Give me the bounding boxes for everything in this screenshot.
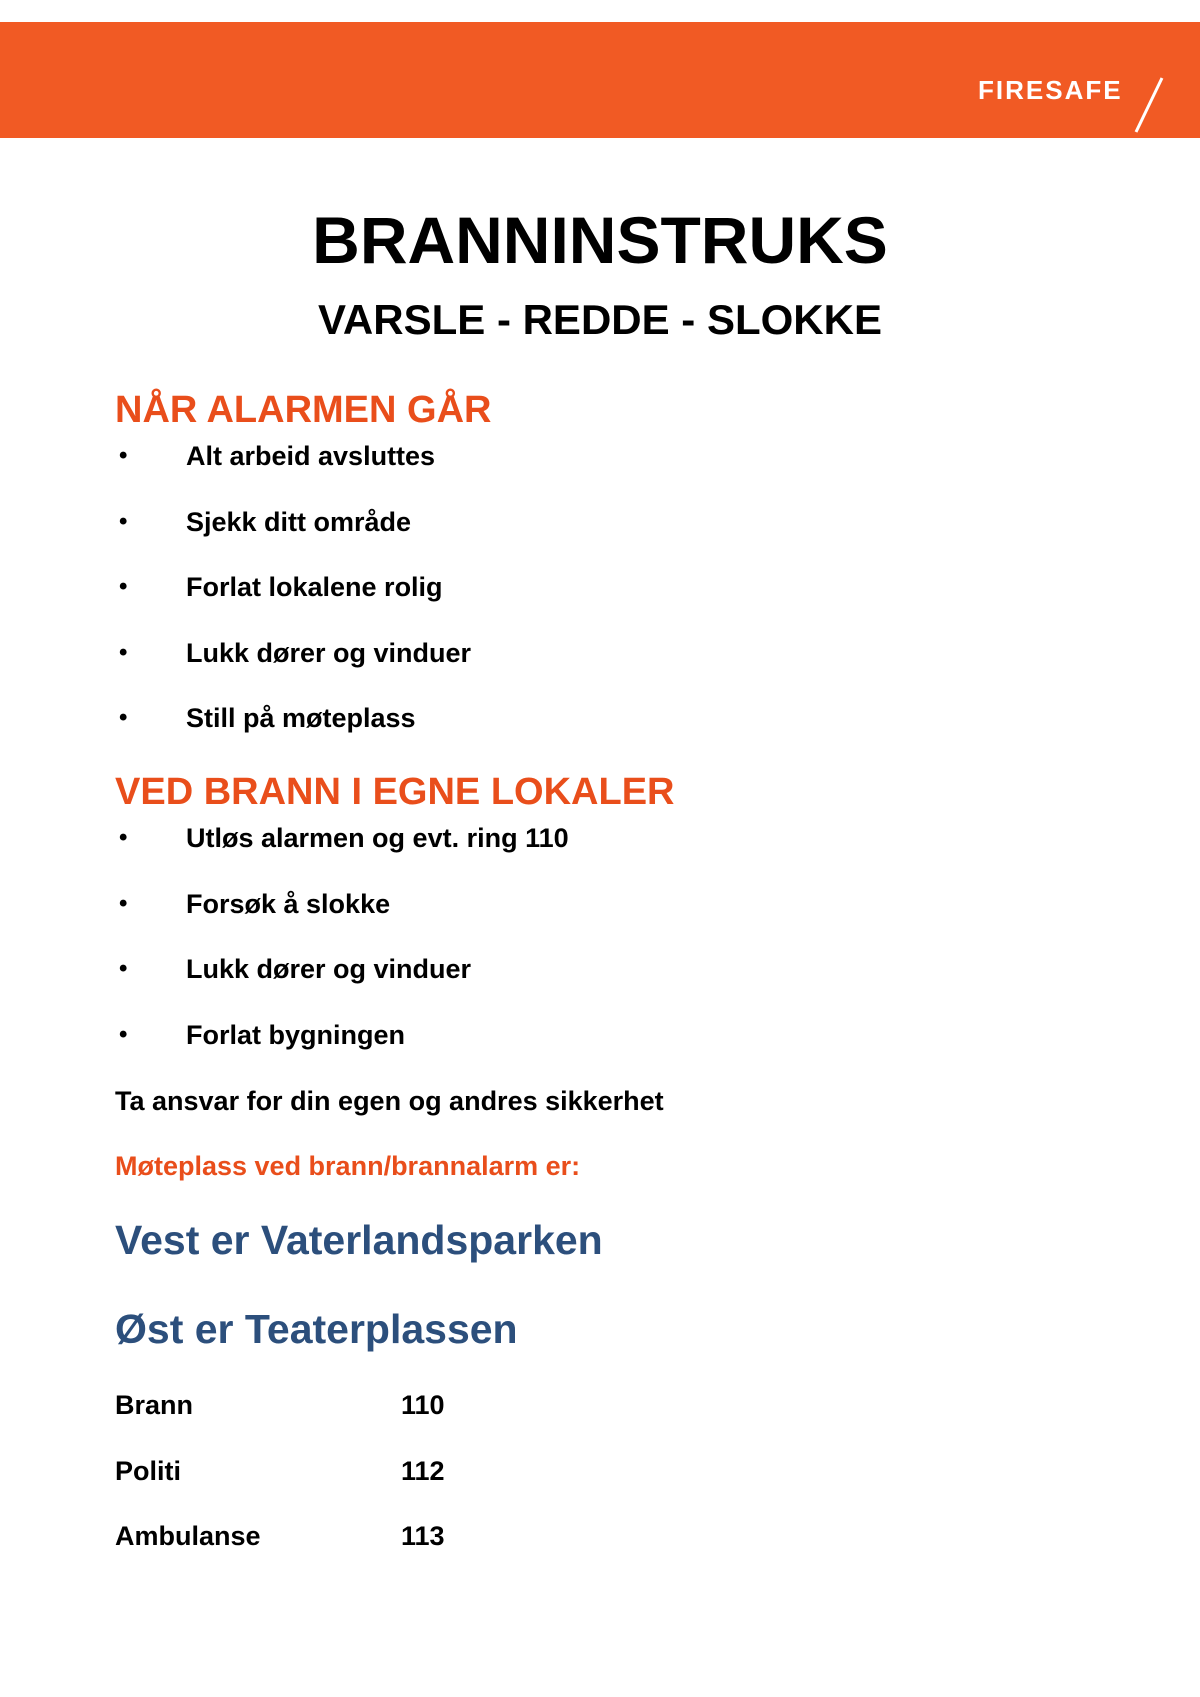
list-item-text: Alt arbeid avsluttes [186, 441, 436, 471]
emergency-numbers [115, 1385, 615, 1582]
list-item-text: Utløs alarmen og evt. ring 110 [186, 823, 569, 853]
logo-slash-icon [1132, 76, 1166, 134]
bullet-icon: • [119, 442, 128, 469]
firesafe-logo [978, 74, 1178, 138]
meeting-place-west: Vest er Vaterlandsparken [115, 1217, 603, 1263]
page-subtitle: VARSLE - REDDE - SLOKKE [318, 296, 882, 343]
section-heading-fire: VED BRANN I EGNE LOKALER [115, 771, 675, 813]
phone-row-fire [115, 1385, 615, 1451]
phone-number: 110 [401, 1390, 445, 1420]
bullet-icon: • [119, 1020, 128, 1048]
phone-name: Politi [115, 1455, 181, 1486]
responsibility-text: Ta ansvar for din egen og andres sikkerhet [115, 1086, 664, 1116]
logo-text: FIRESAFE [978, 75, 1123, 105]
phone-row-police [115, 1451, 615, 1517]
phone-row-ambulance [115, 1516, 615, 1582]
bullet-icon: • [119, 704, 128, 731]
list-item-text: Forlat bygningen [186, 1019, 405, 1050]
list-item-text: Lukk dører og vinduer [186, 637, 472, 668]
phone-name: Ambulanse [115, 1521, 261, 1551]
bullet-icon: • [119, 955, 128, 982]
bullet-icon: • [119, 507, 128, 535]
phone-number: 113 [401, 1521, 445, 1551]
phone-name: Brann [115, 1390, 194, 1420]
bullet-icon: • [119, 638, 128, 666]
bullet-icon: • [119, 824, 128, 851]
section-heading-alarm: NÅR ALARMEN GÅR [115, 389, 492, 431]
phone-number: 112 [401, 1455, 445, 1486]
page-title: BRANNINSTRUKS [312, 203, 888, 277]
header-bar [0, 22, 1200, 138]
meeting-place-label: Møteplass ved brann/brannalarm er: [115, 1151, 581, 1181]
list-item-text: Forsøk å slokke [186, 888, 391, 919]
list-item-text: Sjekk ditt område [186, 506, 412, 537]
list-item-text: Lukk dører og vinduer [186, 954, 472, 984]
list-item-text: Forlat lokalene rolig [186, 572, 443, 602]
bullet-icon: • [119, 889, 128, 917]
bullet-icon: • [119, 573, 128, 600]
list-item-text: Still på møteplass [186, 703, 416, 733]
meeting-place-east: Øst er Teaterplassen [115, 1306, 518, 1352]
